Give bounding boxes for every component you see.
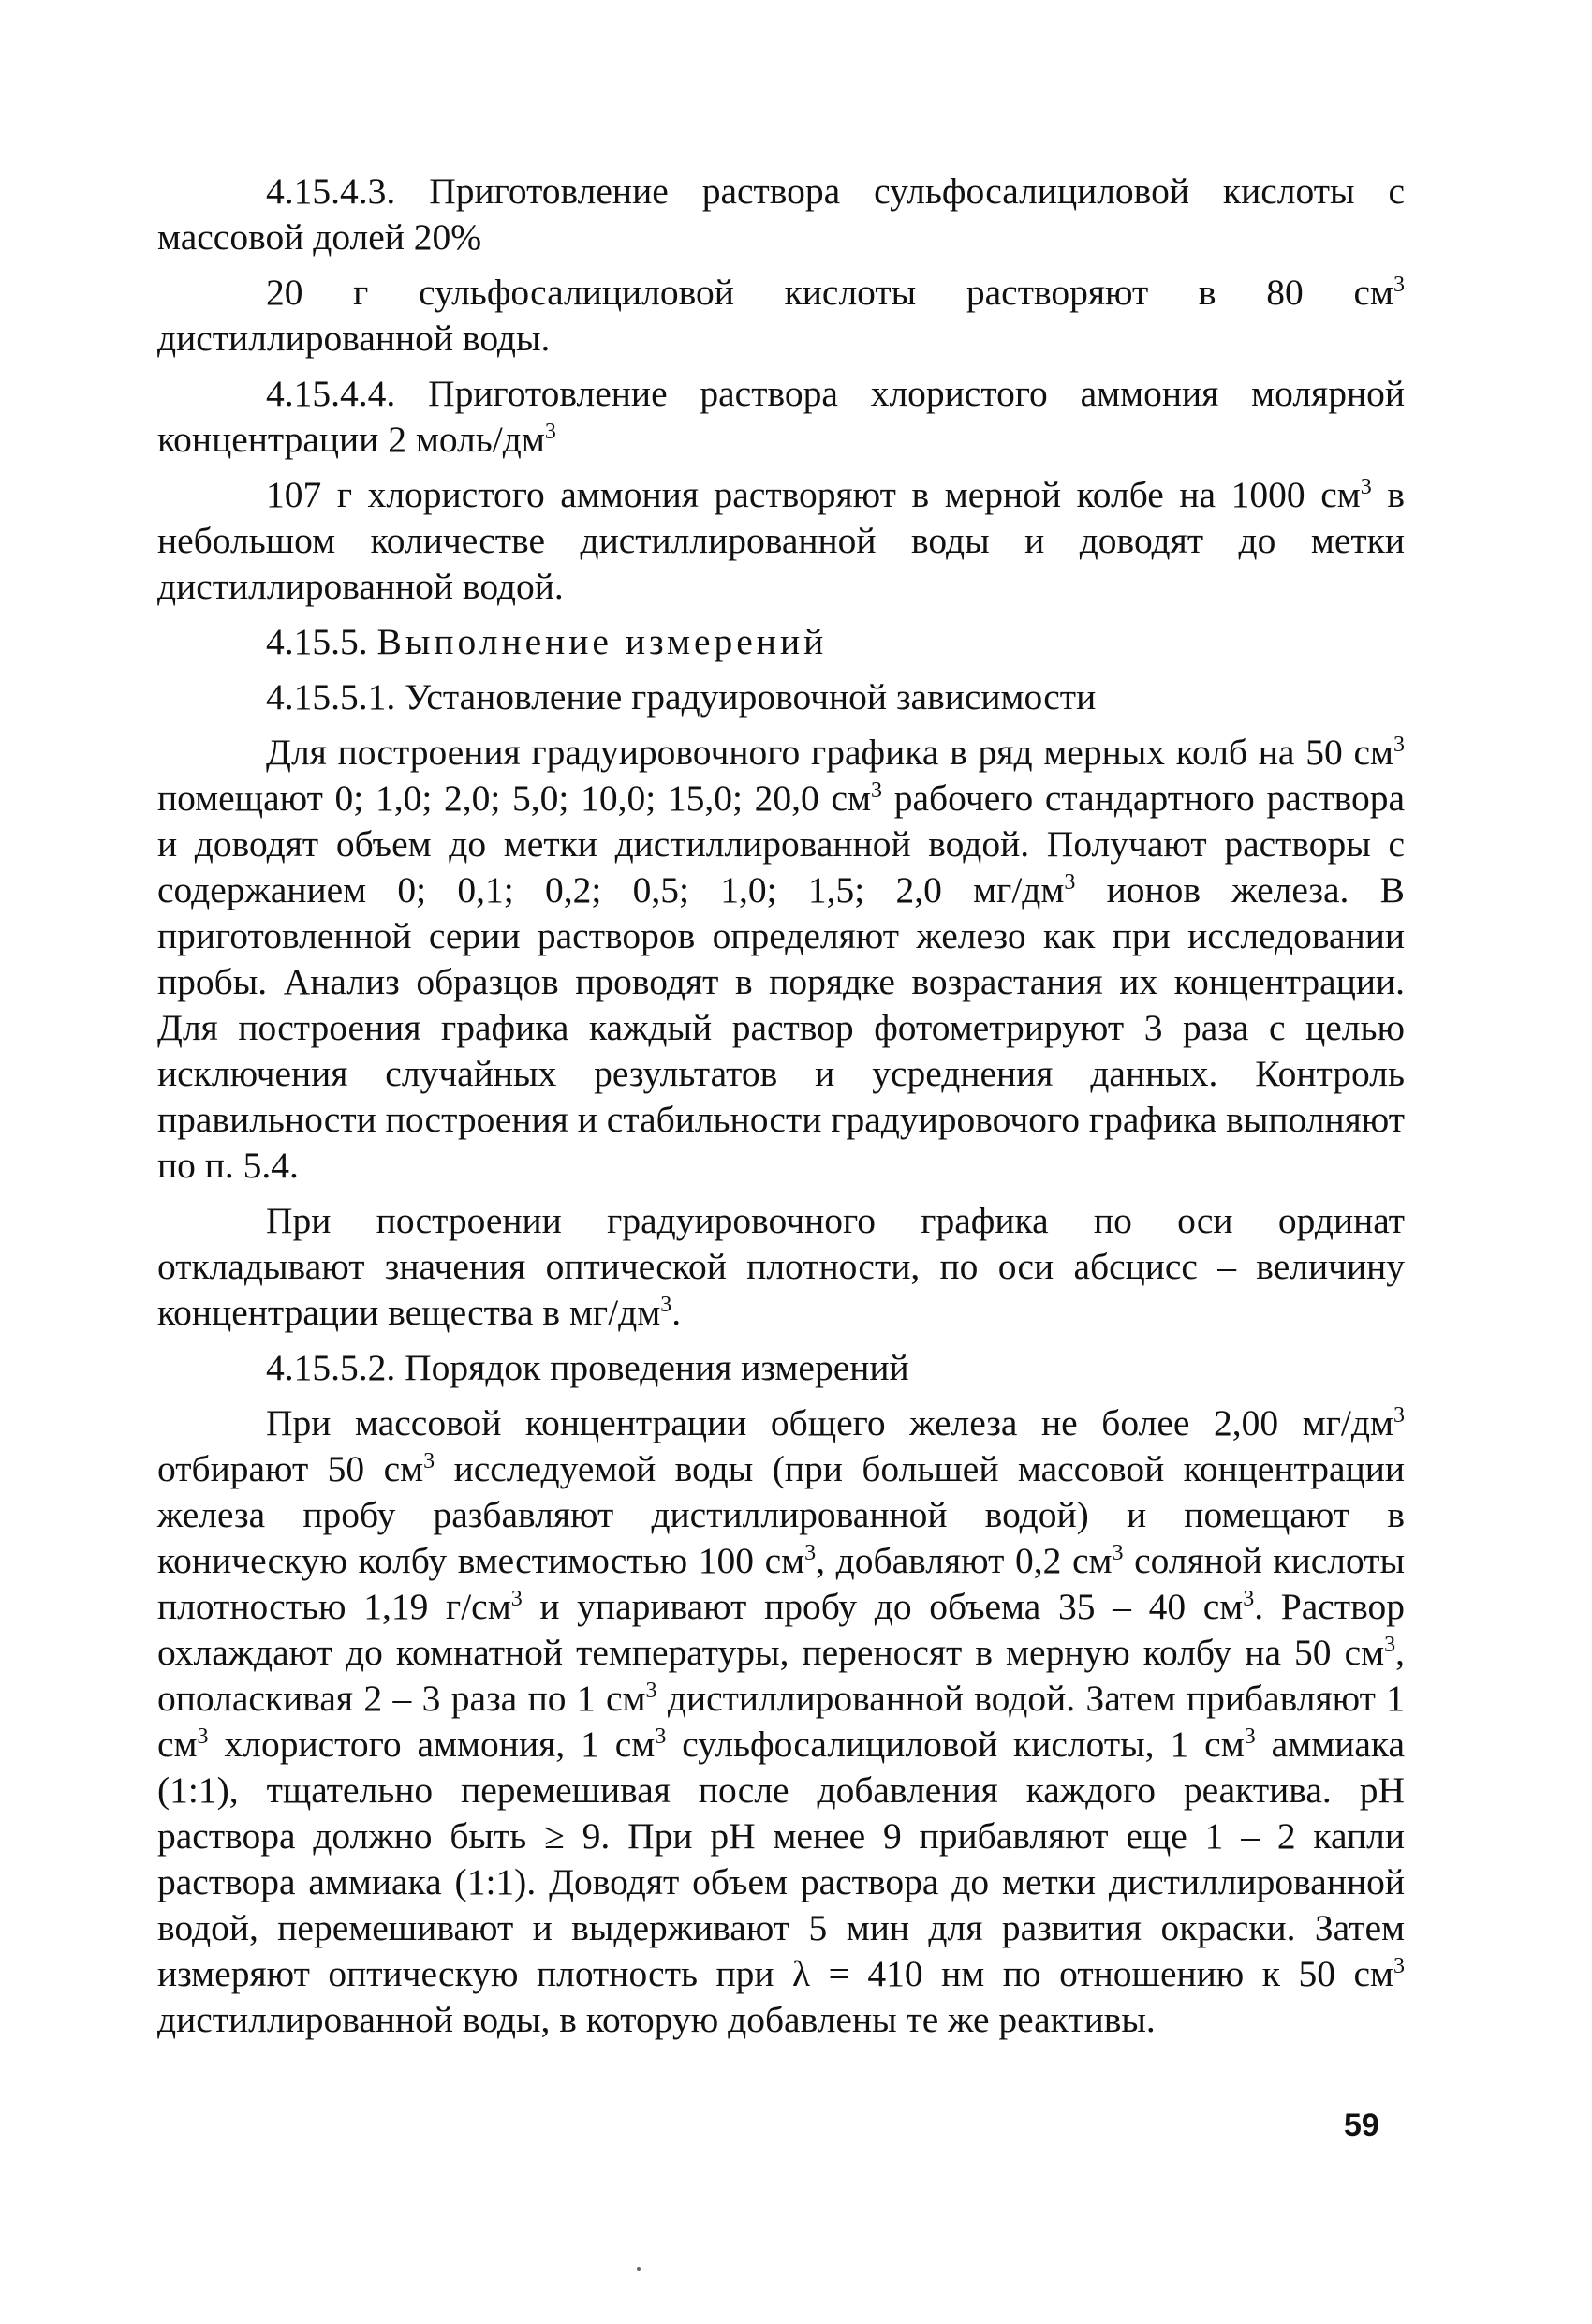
section-title: Приготовление раствора сульфосалициловой кислоты с массовой долей 20% — [157, 170, 1405, 258]
measurement-heading — [157, 619, 1405, 665]
section-title: Выполнение измерений — [376, 621, 828, 662]
procedure-paragraph: При массовой концентрации общего железа не более 2,00 $мг/дм^3$ отбирают 50 $см^3$ исследуемой воды (при большей массовой концентрации железа пробу разбавляют дистиллированной водой) и помещают в коническую колбу вместимостью 100 $см^3$, добавляют 0,2 $см^3$ соляной кислоты плотностью 1,19 $г/см^3$ и упаривают пробу до объема 35 – 40 $см^3$. Раствор охлаждают до комнатной температуры, переносят в мерную колбу на 50 $см^3$, ополаскивая 2 – 3 раза по 1 $см^3$ дистиллированной водой. Затем прибавляют 1 $см^3$ хлористого аммония, 1 $см^3$ сульфосалициловой кислоты, 1 $см^3$ аммиака (1:1), тщательно перемешивая после добавления каждого реактива. pH раствора должно быть ≥ 9. При pH менее 9 прибавляют еще 1 – 2 капли раствора аммиака (1:1). Доводят объем раствора до метки дистиллированной водой, перемешивают и выдерживают 5 мин для развития окраски. Затем измеряют оптическую плотность при λ = 410 нм по отношению к 50 $см^3$ дистиллированной воды, в которую добавлены те же реактивы. — [157, 1402, 1406, 2040]
calibration-paragraph-2: При построении градуировочного графика по оси ординат откладывают значения оптической плотности, по оси абсцисс – величину концентрации вещества в $мг/дм^3$. — [157, 1200, 1405, 1333]
section-4-15-4-3-heading — [157, 169, 1405, 260]
section-number: 4.15.5.2. — [266, 1347, 396, 1388]
section-title: Установление градуировочной зависимости — [405, 676, 1097, 718]
section-4-15-4-3-body: 20 г сульфосалициловой кислоты растворяют в 80 $см^3$ дистиллированной воды. — [157, 272, 1405, 359]
page-number: 59 — [1344, 2108, 1379, 2143]
section-title: Порядок проведения измерений — [405, 1347, 909, 1388]
scan-speck — [637, 2267, 641, 2271]
section-title: Приготовление раствора хлористого аммония молярной концентрации 2 моль/$дм^3$ — [157, 373, 1406, 460]
section-number: 4.15.4.3. — [266, 170, 396, 212]
calibration-paragraph-1: Для построения градуировочного графика в ряд мерных колб на 50 $см^3$ помещают 0; 1,0; 2,0; 5,0; 10,0; 15,0; 20,0 $см^3$ рабочего стандартного раствора и доводят объем до метки дистиллированной водой. Получают растворы с содержанием 0; 0,1; 0,2; 0,5; 1,0; 1,5; 2,0 $мг/дм^3$ ионов железа. В приготовленной серии растворов определяют железо как при исследовании пробы. Анализ образцов проводят в порядке возрастания их концентрации. Для построения графика каждый раствор фотометрируют 3 раза с целью исключения случайных результатов и усреднения данных. Контроль правильности построения и стабильности градуировочого графика выполняют по п. 5.4. — [157, 732, 1405, 1186]
calibration-heading — [157, 674, 1405, 720]
section-4-15-4-4-heading — [157, 371, 1405, 463]
section-number: 4.15.5. — [266, 621, 368, 662]
document-page — [157, 169, 1405, 2052]
procedure-heading — [157, 1345, 1405, 1391]
section-4-15-4-4-body: 107 г хлористого аммония растворяют в мерной колбе на 1000 $см^3$ в небольшом количестве дистиллированной воды и доводят до метки дистиллированной водой. — [157, 474, 1405, 607]
section-number: 4.15.4.4. — [266, 373, 396, 414]
section-number: 4.15.5.1. — [266, 676, 396, 718]
